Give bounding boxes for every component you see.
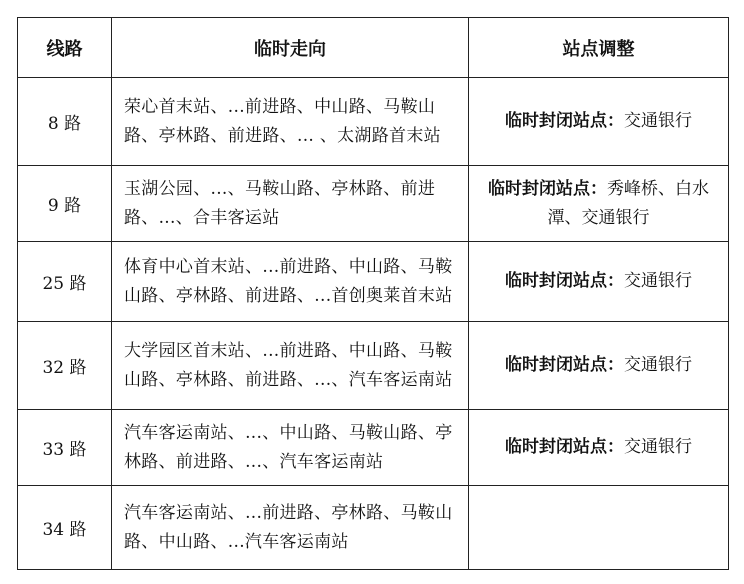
line-number: 32 路 (18, 322, 112, 410)
line-number: 33 路 (18, 410, 112, 486)
closed-stations-label: 临时封闭站点： (488, 178, 607, 199)
table-row (18, 486, 729, 570)
route-text: 荣心首末站、...前进路、中山路、马鞍山路、亭林路、前进路、... 、太湖路首末站 (112, 78, 469, 166)
route-text: 汽车客运南站、...、中山路、马鞍山路、亭林路、前进路、...、汽车客运南站 (112, 410, 469, 486)
table-row (18, 78, 729, 166)
route-text: 体育中心首末站、...前进路、中山路、马鞍山路、亭林路、前进路、...首创奥莱首末站 (112, 242, 469, 322)
station-adjustment (469, 166, 729, 242)
header-line: 线路 (18, 18, 112, 78)
closed-stations: 交通银行 (624, 271, 692, 291)
closed-stations: 交通银行 (624, 111, 692, 131)
table-row (18, 242, 729, 322)
closed-stations: 交通银行 (624, 355, 692, 375)
table-row (18, 410, 729, 486)
bus-route-table (17, 17, 729, 570)
route-text: 大学园区首末站、...前进路、中山路、马鞍山路、亭林路、前进路、...、汽车客运南站 (112, 322, 469, 410)
header-row (18, 18, 729, 78)
route-text: 玉湖公园、...、马鞍山路、亭林路、前进路、...、合丰客运站 (112, 166, 469, 242)
header-adjustment: 站点调整 (469, 18, 729, 78)
line-number: 34 路 (18, 486, 112, 570)
table-row (18, 166, 729, 242)
closed-stations-label: 临时封闭站点： (505, 271, 624, 291)
station-adjustment (469, 410, 729, 486)
closed-stations: 秀峰桥、白水潭、交通银行 (547, 178, 709, 228)
station-adjustment (469, 486, 729, 570)
station-adjustment (469, 322, 729, 410)
line-number: 8 路 (18, 78, 112, 166)
closed-stations: 交通银行 (624, 437, 692, 457)
station-adjustment (469, 242, 729, 322)
closed-stations-label: 临时封闭站点： (505, 437, 624, 457)
line-number: 9 路 (18, 166, 112, 242)
header-route: 临时走向 (112, 18, 469, 78)
closed-stations-label: 临时封闭站点： (505, 355, 624, 375)
station-adjustment (469, 78, 729, 166)
line-number: 25 路 (18, 242, 112, 322)
closed-stations-label: 临时封闭站点： (505, 111, 624, 131)
table-row (18, 322, 729, 410)
route-text: 汽车客运南站、...前进路、亭林路、马鞍山路、中山路、...汽车客运南站 (112, 486, 469, 570)
